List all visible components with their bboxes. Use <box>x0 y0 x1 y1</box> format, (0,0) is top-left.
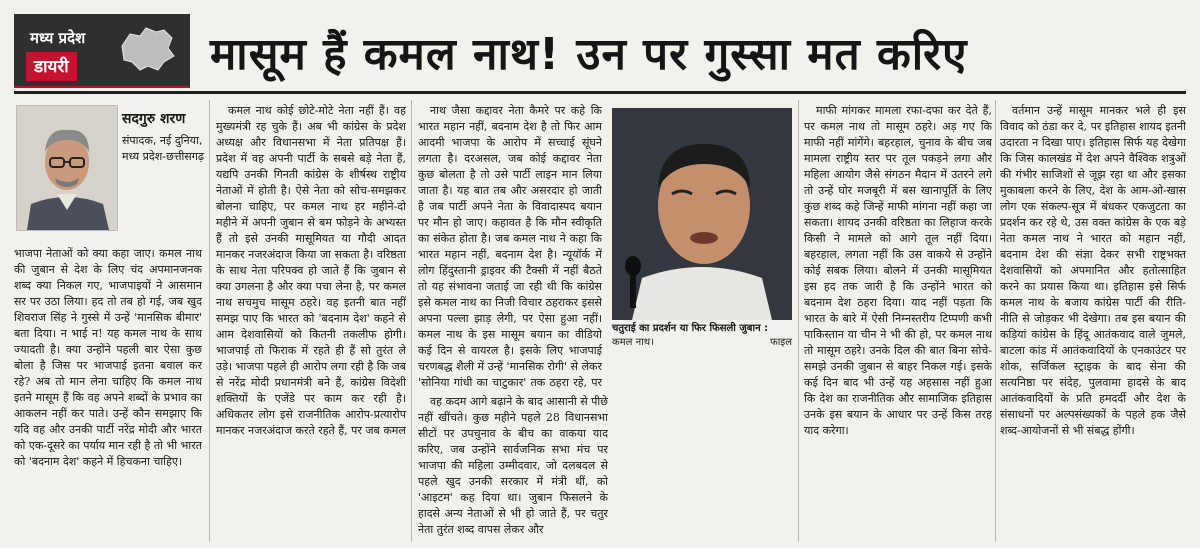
column-divider <box>209 100 210 542</box>
article-column-5 <box>1000 103 1186 543</box>
headline: मासूम हैं कमल नाथ! उन पर गुस्सा मत करिए <box>210 29 968 80</box>
article-column-1 <box>14 246 202 542</box>
article-text: वह कदम आगे बढ़ाने के बाद आसानी से पीछे नहीं खींचते। कुछ महीने पहले 28 विधानसभा सीटों पर उपचुनाव के बीच का वाकया याद करिए, जब उन्होंने सार्वजनिक सभा मंच पर भाजपा की महिला उम्मीदवार, जो दलबदल से पहले खुद उनकी सरकार में मंत्री थीं, को 'आइटम' कह दिया था। जुबान फिसलने के हादसे अन्य नेताओं से भी हो जाते हैं, पर चतुर नेता तुरंत शब्द वापस लेकर और <box>418 395 608 536</box>
column-divider <box>798 100 799 542</box>
article-text: वर्तमान उन्हें मासूम मानकर भले ही इस विवाद को ठंडा कर दे, पर इतिहास शायद इतनी उदारता न दिखा पाए। इतिहास सिर्फ यह देखेगा कि जिस कालखंड में देश अपने वैश्विक शत्रुओं की गंभीर साजिशों से जूझ रहा था और इसका मुकाबला करने के लिए, देश के आम-ओ-खास लोग एक संकल्प-सूत्र में बंधकर एकजुटता का प्रदर्शन कर रहे थे, उस वक्त कांग्रेस के एक बड़े नेता कमल नाथ ने भारत को महान नहीं, बदनाम देश की संज्ञा देकर सभी राष्ट्रभक्त देशवासियों को अपमानित और हतोत्साहित करने का प्रयास किया था। इतिहास इसे सिर्फ कमल नाथ के बजाय कांग्रेस पार्टी की रीति-नीति से जोड़कर भी देखेगा। तब इस बयान की कड़ियां कांग्रेस के हिंदू आतंकवाद वाले जुमले, बाटला कांड में आतंकवादियों के एनकाउंटर पर शोक, सर्जिकल स्ट्राइक के बाद सेना की सत्यनिष्ठा पर संदेह, पुलवामा हादसे के बाद आतंकवादियों के प्रति हमदर्दी और देश के संसाधनों पर अल्पसंख्यकों के पहले हक जैसे शब्द-आयोजनों से भी संबद्ध होंगी। <box>1000 104 1186 437</box>
section-badge <box>14 14 190 88</box>
author-name: सदगुरु शरण <box>122 111 186 127</box>
column-divider <box>411 100 412 542</box>
author-block <box>14 103 206 231</box>
caption-title: चतुराई का प्रदर्शन या फिर फिसली जुबान : <box>612 323 769 334</box>
photo-caption <box>612 322 792 350</box>
article-column-2 <box>216 103 406 543</box>
article-text: नाथ जैसा कद्दावर नेता कैमरे पर कहे कि भारत महान नहीं, बदनाम देश है तो फिर आम आदमी भाजपा के आरोप में सच्चाई सूंघने लगता है। दरअसल, जब कोई कद्दावर नेता कुछ बोलता है तो उसे पार्टी लाइन मान लिया जाता है। यह बात तब और असरदार हो जाती है जब पार्टी अपने नेता के विवादास्पद बयान पर मौन हो जाए। कहावत है कि मौन स्वीकृति का संकेत होता है। जब कमल नाथ ने कहा कि भारत महान नहीं, बदनाम देश है। न्यूयॉर्क में लोग हिंदुस्तानी ड्राइवर की टैक्सी में नहीं बैठते तो यह संभावना जताई जा रही थी कि कांग्रेस इसे कमल नाथ का निजी विचार ठहराकर इससे अपना पल्ला झाड़ लेगी, पर ऐसा हुआ नहीं। कमल नाथ के इस मासूम बयान का वीडियो कई दिन से वायरल है। इसके लिए भाजपाई चरणबद्ध शैली में उन्हें 'मानसिक रोगी' से लेकर 'सोनिया गांधी का चाटुकार' तक ठहरा रहे, पर <box>418 104 602 389</box>
state-map-icon <box>118 24 176 74</box>
speaker-portrait-icon <box>612 108 792 320</box>
author-role: संपादक, नई दुनिया, मध्य प्रदेश-छत्तीसगढ़ <box>122 134 205 163</box>
kamal-nath-photo <box>612 108 792 320</box>
headline-rule <box>14 91 1186 94</box>
badge-diary-label: डायरी <box>26 52 77 81</box>
article-text: माफी मांगकर मामला रफा-दफा कर देते हैं, पर कमल नाथ तो मासूम ठहरे। अड़ गए कि माफी नहीं मांगेंगे। बहरहाल, चुनाव के बीच जब मामला राष्ट्रीय स्तर पर तूल पकड़ने लगा और महिला आयोग जैसे संगठन मैदान में उतरने लगे तो उन्हें घोर मजबूरी में बस खानापूर्ति के लिए कुछ शब्द कहे जिन्हें माफी मांगना नहीं कहा जा सकता। शायद उनकी वरिष्ठता का लिहाज करके किसी ने मामले को आगे तूल नहीं दिया। बहरहाल, लगता नहीं कि उस वाकये से उन्होंने कोई सबक लिया। बोलने में उनकी मासूमियत इस हद तक जारी है कि उन्होंने भारत को बदनाम देश ठहरा दिया। याद नहीं पड़ता कि भारत के बारे में ऐसी निम्नस्तरीय टिप्पणी कभी पाकिस्तान या चीन ने भी की हो, पर कमल नाथ तो मासूम ठहरे। उनके दिल की बात बिना सोचे-समझे उनकी जुबान से बाहर निकल गई। इसके कई दिन बाद भी उन्हें यह अहसास नहीं हुआ कि देश का राजनीतिक और सामाजिक इतिहास उनके इस बयान के आधार पर उन्हें किस तरह याद करेगा। <box>804 104 992 437</box>
article-column-4 <box>804 103 992 543</box>
article-column-3 <box>418 103 602 391</box>
article-column-3-bottom <box>418 394 608 542</box>
badge-state-label: मध्य प्रदेश <box>30 29 86 47</box>
article-text: भाजपा नेताओं को क्या कहा जाए। कमल नाथ की जुबान से देश के लिए चंद अपमानजनक शब्द क्या निकल गए, भाजपाइयों ने आसमान सर पर उठा लिया। हद तो तब हो गई, जब खुद शिवराज सिंह ने गुस्से में उन्हें 'मानसिक बीमार' बता दिया। न भाई न! यह कमल नाथ के साथ ज्यादती है। क्या उन्होंने पहली बार ऐसा कुछ बोला है जिस पर भाजपाई इतना बवाल कर रहे? अब तो मान लेना चाहिए कि कमल नाथ इतने मासूम हैं कि वह अपने शब्दों के प्रभाव का आकलन नहीं कर पाते। उन्हें कौन समझाए कि यदि वह और उनकी पार्टी नरेंद्र मोदी और भारत को एक-दूसरे का पर्याय मान रही है तो भी भारत को 'बदनाम देश' कहने में हिचकना चाहिए। <box>14 247 202 468</box>
caption-credit: फाइल <box>770 337 792 348</box>
article-text: कमल नाथ कोई छोटे-मोटे नेता नहीं हैं। वह मुख्यमंत्री रह चुके हैं। अब भी कांग्रेस के प्रदेश अध्यक्ष और विधानसभा में नेता प्रतिपक्ष हैं। प्रदेश में वह अपनी पार्टी के सबसे बड़े नेता हैं, यद्यपि उनकी गिनती कांग्रेस के शीर्षस्थ राष्ट्रीय नेताओं में होती है। ऐसे नेता को सोच-समझकर बोलना चाहिए, पर कमल नाथ हर महीने-दो महीने में अपनी जुबान से बम फोड़ने के अभ्यस्त हैं तो इसे उनकी मासूमियत या गौदी आदत मानकर नजरअंदाज किया जा सकता है। वरिष्ठता के साथ नेता परिपक्व हो जाते हैं कि जुबान से क्या उगलना है और क्या पचा लेना है, पर कमल नाथ सचमुच मासूम ठहरे। वह इतनी बात नहीं समझ पाए कि भारत को 'बदनाम देश' कहने से आम देशवासियों को कितनी तकलीफ होगी। भाजपाई तो फिराक में रहते ही हैं सो तुरंत ले उड़े। भाजपा पहले ही आरोप लगा रही है कि जब से नरेंद्र मोदी प्रधानमंत्री बने हैं, कांग्रेस विदेशी शक्तियों के एजेंडे पर काम कर रही है। अधिकतर लोग इसे राजनीतिक आरोप-प्रत्यारोप मानकर नजरअंदाज करते रहते हैं, पर जब कमल <box>216 104 406 437</box>
caption-subject: कमल नाथ। <box>612 337 654 348</box>
column-divider <box>995 100 996 542</box>
author-photo <box>16 105 118 231</box>
author-portrait-icon <box>17 106 117 230</box>
